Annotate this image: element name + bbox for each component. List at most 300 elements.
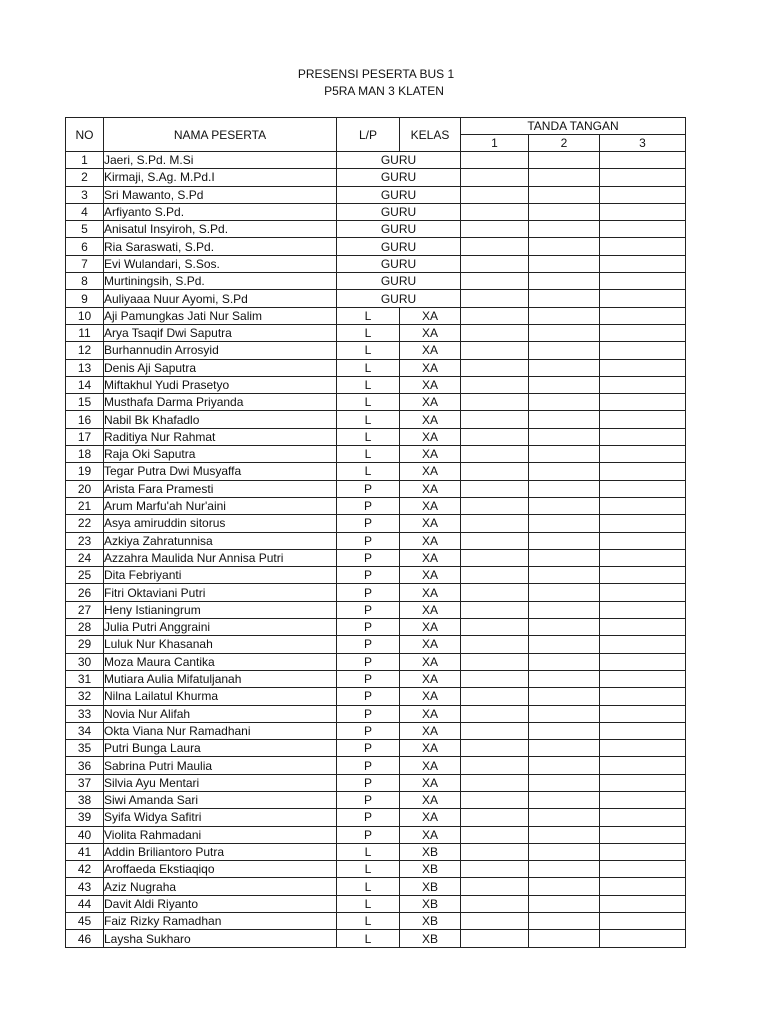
signature-cell-2 xyxy=(529,324,600,341)
attendance-rows xyxy=(66,152,686,948)
participant-role: GURU xyxy=(337,221,461,238)
table-row xyxy=(66,307,686,324)
signature-cell-1 xyxy=(461,221,529,238)
participant-name: Nilna Lailatul Khurma xyxy=(104,688,337,705)
signature-cell-2 xyxy=(529,532,600,549)
signature-cell-2 xyxy=(529,791,600,808)
table-row xyxy=(66,221,686,238)
signature-cell-1 xyxy=(461,601,529,618)
signature-cell-2 xyxy=(529,930,600,947)
table-row xyxy=(66,653,686,670)
header-no: NO xyxy=(66,118,104,152)
participant-class: XA xyxy=(400,480,461,497)
table-row xyxy=(66,913,686,930)
participant-name: Arya Tsaqif Dwi Saputra xyxy=(104,324,337,341)
table-row xyxy=(66,359,686,376)
signature-cell-3 xyxy=(600,670,686,687)
row-number: 4 xyxy=(66,203,104,220)
participant-gender: P xyxy=(337,826,400,843)
signature-cell-1 xyxy=(461,809,529,826)
signature-cell-2 xyxy=(529,152,600,169)
row-number: 30 xyxy=(66,653,104,670)
participant-gender: L xyxy=(337,446,400,463)
row-number: 2 xyxy=(66,169,104,186)
signature-cell-2 xyxy=(529,705,600,722)
table-row xyxy=(66,238,686,255)
signature-cell-1 xyxy=(461,515,529,532)
signature-cell-2 xyxy=(529,688,600,705)
title-line-2: P5RA MAN 3 KLATEN xyxy=(324,84,444,98)
participant-class: XA xyxy=(400,722,461,739)
participant-gender: P xyxy=(337,774,400,791)
participant-name: Sabrina Putri Maulia xyxy=(104,757,337,774)
table-row xyxy=(66,394,686,411)
row-number: 26 xyxy=(66,584,104,601)
table-row xyxy=(66,791,686,808)
participant-class: XA xyxy=(400,324,461,341)
table-row xyxy=(66,532,686,549)
participant-gender: L xyxy=(337,913,400,930)
signature-cell-3 xyxy=(600,238,686,255)
participant-class: XB xyxy=(400,895,461,912)
participant-gender: P xyxy=(337,809,400,826)
signature-cell-2 xyxy=(529,221,600,238)
participant-class: XA xyxy=(400,411,461,428)
participant-name: Julia Putri Anggraini xyxy=(104,619,337,636)
row-number: 9 xyxy=(66,290,104,307)
table-row xyxy=(66,584,686,601)
participant-name: Miftakhul Yudi Prasetyo xyxy=(104,376,337,393)
table-row xyxy=(66,809,686,826)
signature-cell-1 xyxy=(461,930,529,947)
participant-name: Arum Marfu'ah Nur'aini xyxy=(104,497,337,514)
row-number: 6 xyxy=(66,238,104,255)
signature-cell-1 xyxy=(461,878,529,895)
participant-class: XA xyxy=(400,826,461,843)
row-number: 10 xyxy=(66,307,104,324)
participant-gender: P xyxy=(337,653,400,670)
row-number: 19 xyxy=(66,463,104,480)
participant-name: Moza Maura Cantika xyxy=(104,653,337,670)
signature-cell-3 xyxy=(600,255,686,272)
table-row xyxy=(66,895,686,912)
participant-gender: L xyxy=(337,843,400,860)
header-name: NAMA PESERTA xyxy=(104,118,337,152)
participant-class: XA xyxy=(400,446,461,463)
participant-gender: L xyxy=(337,930,400,947)
row-number: 17 xyxy=(66,428,104,445)
participant-class: XB xyxy=(400,913,461,930)
signature-cell-1 xyxy=(461,774,529,791)
signature-cell-3 xyxy=(600,584,686,601)
header-gender: L/P xyxy=(337,118,400,152)
participant-class: XA xyxy=(400,688,461,705)
participant-gender: P xyxy=(337,636,400,653)
table-row xyxy=(66,757,686,774)
attendance-table xyxy=(65,117,686,948)
table-row xyxy=(66,515,686,532)
participant-role: GURU xyxy=(337,255,461,272)
signature-cell-3 xyxy=(600,774,686,791)
participant-class: XA xyxy=(400,636,461,653)
table-row xyxy=(66,203,686,220)
participant-name: Arfiyanto S.Pd. xyxy=(104,203,337,220)
signature-cell-2 xyxy=(529,878,600,895)
signature-cell-3 xyxy=(600,705,686,722)
signature-cell-2 xyxy=(529,653,600,670)
signature-cell-1 xyxy=(461,255,529,272)
signature-cell-3 xyxy=(600,809,686,826)
signature-cell-3 xyxy=(600,636,686,653)
participant-class: XA xyxy=(400,740,461,757)
signature-cell-2 xyxy=(529,411,600,428)
participant-class: XA xyxy=(400,515,461,532)
signature-cell-3 xyxy=(600,843,686,860)
table-row xyxy=(66,670,686,687)
row-number: 44 xyxy=(66,895,104,912)
header-signature-3: 3 xyxy=(600,135,686,152)
participant-gender: P xyxy=(337,688,400,705)
participant-gender: P xyxy=(337,532,400,549)
participant-gender: L xyxy=(337,307,400,324)
participant-class: XA xyxy=(400,619,461,636)
signature-cell-1 xyxy=(461,688,529,705)
signature-cell-1 xyxy=(461,895,529,912)
table-row xyxy=(66,619,686,636)
participant-class: XA xyxy=(400,653,461,670)
participant-name: Auliyaaa Nuur Ayomi, S.Pd xyxy=(104,290,337,307)
participant-name: Musthafa Darma Priyanda xyxy=(104,394,337,411)
table-row xyxy=(66,861,686,878)
participant-name: Aziz Nugraha xyxy=(104,878,337,895)
signature-cell-2 xyxy=(529,203,600,220)
participant-name: Kirmaji, S.Ag. M.Pd.I xyxy=(104,169,337,186)
participant-class: XA xyxy=(400,394,461,411)
signature-cell-1 xyxy=(461,549,529,566)
participant-gender: P xyxy=(337,497,400,514)
signature-cell-3 xyxy=(600,653,686,670)
participant-class: XA xyxy=(400,307,461,324)
signature-cell-2 xyxy=(529,774,600,791)
table-row xyxy=(66,740,686,757)
table-row xyxy=(66,497,686,514)
participant-gender: P xyxy=(337,722,400,739)
signature-cell-1 xyxy=(461,342,529,359)
signature-cell-1 xyxy=(461,307,529,324)
signature-cell-2 xyxy=(529,359,600,376)
participant-name: Okta Viana Nur Ramadhani xyxy=(104,722,337,739)
signature-cell-2 xyxy=(529,670,600,687)
participant-gender: L xyxy=(337,411,400,428)
signature-cell-3 xyxy=(600,497,686,514)
row-number: 39 xyxy=(66,809,104,826)
signature-cell-2 xyxy=(529,515,600,532)
signature-cell-1 xyxy=(461,411,529,428)
document-title xyxy=(0,66,768,100)
signature-cell-1 xyxy=(461,705,529,722)
signature-cell-3 xyxy=(600,376,686,393)
participant-gender: L xyxy=(337,861,400,878)
participant-gender: P xyxy=(337,567,400,584)
signature-cell-2 xyxy=(529,446,600,463)
participant-name: Azkiya Zahratunnisa xyxy=(104,532,337,549)
signature-cell-3 xyxy=(600,878,686,895)
participant-gender: L xyxy=(337,324,400,341)
header-class: KELAS xyxy=(400,118,461,152)
row-number: 7 xyxy=(66,255,104,272)
row-number: 33 xyxy=(66,705,104,722)
participant-name: Luluk Nur Khasanah xyxy=(104,636,337,653)
row-number: 45 xyxy=(66,913,104,930)
signature-cell-1 xyxy=(461,152,529,169)
table-row xyxy=(66,774,686,791)
participant-gender: L xyxy=(337,878,400,895)
table-row xyxy=(66,636,686,653)
table-row xyxy=(66,930,686,947)
signature-cell-2 xyxy=(529,255,600,272)
signature-cell-2 xyxy=(529,584,600,601)
participant-gender: P xyxy=(337,705,400,722)
signature-cell-2 xyxy=(529,740,600,757)
signature-cell-2 xyxy=(529,619,600,636)
row-number: 18 xyxy=(66,446,104,463)
participant-role: GURU xyxy=(337,152,461,169)
table-row xyxy=(66,480,686,497)
participant-name: Arista Fara Pramesti xyxy=(104,480,337,497)
participant-role: GURU xyxy=(337,238,461,255)
signature-cell-1 xyxy=(461,913,529,930)
participant-class: XA xyxy=(400,757,461,774)
row-number: 12 xyxy=(66,342,104,359)
participant-class: XA xyxy=(400,584,461,601)
row-number: 16 xyxy=(66,411,104,428)
participant-gender: L xyxy=(337,342,400,359)
signature-cell-3 xyxy=(600,203,686,220)
participant-class: XA xyxy=(400,376,461,393)
row-number: 27 xyxy=(66,601,104,618)
row-number: 38 xyxy=(66,791,104,808)
signature-cell-1 xyxy=(461,497,529,514)
signature-cell-3 xyxy=(600,359,686,376)
signature-cell-1 xyxy=(461,394,529,411)
participant-gender: P xyxy=(337,619,400,636)
signature-cell-3 xyxy=(600,757,686,774)
participant-class: XA xyxy=(400,705,461,722)
row-number: 40 xyxy=(66,826,104,843)
signature-cell-1 xyxy=(461,203,529,220)
participant-name: Tegar Putra Dwi Musyaffa xyxy=(104,463,337,480)
table-row xyxy=(66,186,686,203)
signature-cell-3 xyxy=(600,826,686,843)
participant-gender: P xyxy=(337,670,400,687)
signature-cell-2 xyxy=(529,722,600,739)
participant-name: Jaeri, S.Pd. M.Si xyxy=(104,152,337,169)
participant-name: Sri Mawanto, S.Pd xyxy=(104,186,337,203)
participant-name: Dita Febriyanti xyxy=(104,567,337,584)
signature-cell-3 xyxy=(600,567,686,584)
table-row xyxy=(66,152,686,169)
signature-cell-2 xyxy=(529,913,600,930)
row-number: 13 xyxy=(66,359,104,376)
participant-gender: P xyxy=(337,515,400,532)
participant-name: Fitri Oktaviani Putri xyxy=(104,584,337,601)
participant-name: Aroffaeda Ekstiaqiqo xyxy=(104,861,337,878)
signature-cell-1 xyxy=(461,722,529,739)
table-row xyxy=(66,843,686,860)
signature-cell-2 xyxy=(529,463,600,480)
table-row xyxy=(66,446,686,463)
table-row xyxy=(66,376,686,393)
signature-cell-3 xyxy=(600,221,686,238)
header-signature-2: 2 xyxy=(529,135,600,152)
signature-cell-2 xyxy=(529,273,600,290)
participant-class: XA xyxy=(400,359,461,376)
signature-cell-3 xyxy=(600,601,686,618)
table-row xyxy=(66,549,686,566)
signature-cell-3 xyxy=(600,895,686,912)
participant-class: XA xyxy=(400,774,461,791)
row-number: 32 xyxy=(66,688,104,705)
signature-cell-1 xyxy=(461,826,529,843)
signature-cell-2 xyxy=(529,376,600,393)
signature-cell-3 xyxy=(600,463,686,480)
signature-cell-1 xyxy=(461,670,529,687)
signature-cell-2 xyxy=(529,549,600,566)
signature-cell-3 xyxy=(600,549,686,566)
table-row xyxy=(66,705,686,722)
participant-name: Laysha Sukharo xyxy=(104,930,337,947)
participant-gender: P xyxy=(337,757,400,774)
participant-name: Asya amiruddin sitorus xyxy=(104,515,337,532)
signature-cell-3 xyxy=(600,480,686,497)
row-number: 21 xyxy=(66,497,104,514)
table-row xyxy=(66,411,686,428)
signature-cell-2 xyxy=(529,307,600,324)
signature-cell-1 xyxy=(461,843,529,860)
row-number: 20 xyxy=(66,480,104,497)
signature-cell-3 xyxy=(600,791,686,808)
participant-class: XA xyxy=(400,601,461,618)
participant-name: Heny Istianingrum xyxy=(104,601,337,618)
participant-class: XA xyxy=(400,670,461,687)
signature-cell-2 xyxy=(529,169,600,186)
signature-cell-2 xyxy=(529,290,600,307)
signature-cell-2 xyxy=(529,567,600,584)
signature-cell-1 xyxy=(461,446,529,463)
signature-cell-3 xyxy=(600,428,686,445)
participant-name: Denis Aji Saputra xyxy=(104,359,337,376)
signature-cell-1 xyxy=(461,169,529,186)
header-signature: TANDA TANGAN xyxy=(461,118,686,135)
participant-gender: P xyxy=(337,601,400,618)
signature-cell-1 xyxy=(461,273,529,290)
participant-role: GURU xyxy=(337,273,461,290)
row-number: 29 xyxy=(66,636,104,653)
table-row xyxy=(66,567,686,584)
row-number: 43 xyxy=(66,878,104,895)
signature-cell-1 xyxy=(461,740,529,757)
participant-class: XA xyxy=(400,549,461,566)
signature-cell-3 xyxy=(600,688,686,705)
signature-cell-1 xyxy=(461,290,529,307)
signature-cell-2 xyxy=(529,186,600,203)
row-number: 31 xyxy=(66,670,104,687)
signature-cell-1 xyxy=(461,480,529,497)
participant-name: Syifa Widya Safitri xyxy=(104,809,337,826)
signature-cell-2 xyxy=(529,843,600,860)
participant-class: XA xyxy=(400,567,461,584)
participant-name: Ria Saraswati, S.Pd. xyxy=(104,238,337,255)
participant-name: Raja Oki Saputra xyxy=(104,446,337,463)
row-number: 42 xyxy=(66,861,104,878)
participant-name: Violita Rahmadani xyxy=(104,826,337,843)
participant-name: Anisatul Insyiroh, S.Pd. xyxy=(104,221,337,238)
participant-name: Silvia Ayu Mentari xyxy=(104,774,337,791)
participant-class: XB xyxy=(400,930,461,947)
participant-name: Azzahra Maulida Nur Annisa Putri xyxy=(104,549,337,566)
row-number: 41 xyxy=(66,843,104,860)
signature-cell-1 xyxy=(461,324,529,341)
signature-cell-2 xyxy=(529,601,600,618)
signature-cell-3 xyxy=(600,342,686,359)
table-row xyxy=(66,342,686,359)
signature-cell-2 xyxy=(529,394,600,411)
participant-gender: L xyxy=(337,359,400,376)
participant-name: Burhannudin Arrosyid xyxy=(104,342,337,359)
signature-cell-3 xyxy=(600,411,686,428)
participant-name: Evi Wulandari, S.Sos. xyxy=(104,255,337,272)
table-row xyxy=(66,878,686,895)
signature-cell-3 xyxy=(600,394,686,411)
row-number: 46 xyxy=(66,930,104,947)
signature-cell-2 xyxy=(529,480,600,497)
participant-class: XA xyxy=(400,809,461,826)
signature-cell-1 xyxy=(461,584,529,601)
signature-cell-1 xyxy=(461,359,529,376)
signature-cell-3 xyxy=(600,532,686,549)
signature-cell-3 xyxy=(600,152,686,169)
participant-name: Novia Nur Alifah xyxy=(104,705,337,722)
table-row xyxy=(66,463,686,480)
row-number: 3 xyxy=(66,186,104,203)
participant-class: XB xyxy=(400,878,461,895)
row-number: 24 xyxy=(66,549,104,566)
row-number: 37 xyxy=(66,774,104,791)
participant-gender: L xyxy=(337,463,400,480)
signature-cell-3 xyxy=(600,619,686,636)
participant-gender: P xyxy=(337,791,400,808)
participant-gender: L xyxy=(337,428,400,445)
row-number: 36 xyxy=(66,757,104,774)
signature-cell-3 xyxy=(600,290,686,307)
participant-gender: P xyxy=(337,740,400,757)
participant-name: Davit Aldi Riyanto xyxy=(104,895,337,912)
signature-cell-1 xyxy=(461,619,529,636)
title-line-1: PRESENSI PESERTA BUS 1 xyxy=(297,67,455,81)
table-row xyxy=(66,722,686,739)
participant-name: Putri Bunga Laura xyxy=(104,740,337,757)
row-number: 22 xyxy=(66,515,104,532)
signature-cell-1 xyxy=(461,186,529,203)
signature-cell-3 xyxy=(600,913,686,930)
participant-name: Nabil Bk Khafadlo xyxy=(104,411,337,428)
signature-cell-3 xyxy=(600,446,686,463)
table-row xyxy=(66,428,686,445)
participant-gender: L xyxy=(337,394,400,411)
signature-cell-2 xyxy=(529,342,600,359)
participant-class: XB xyxy=(400,843,461,860)
row-number: 34 xyxy=(66,722,104,739)
